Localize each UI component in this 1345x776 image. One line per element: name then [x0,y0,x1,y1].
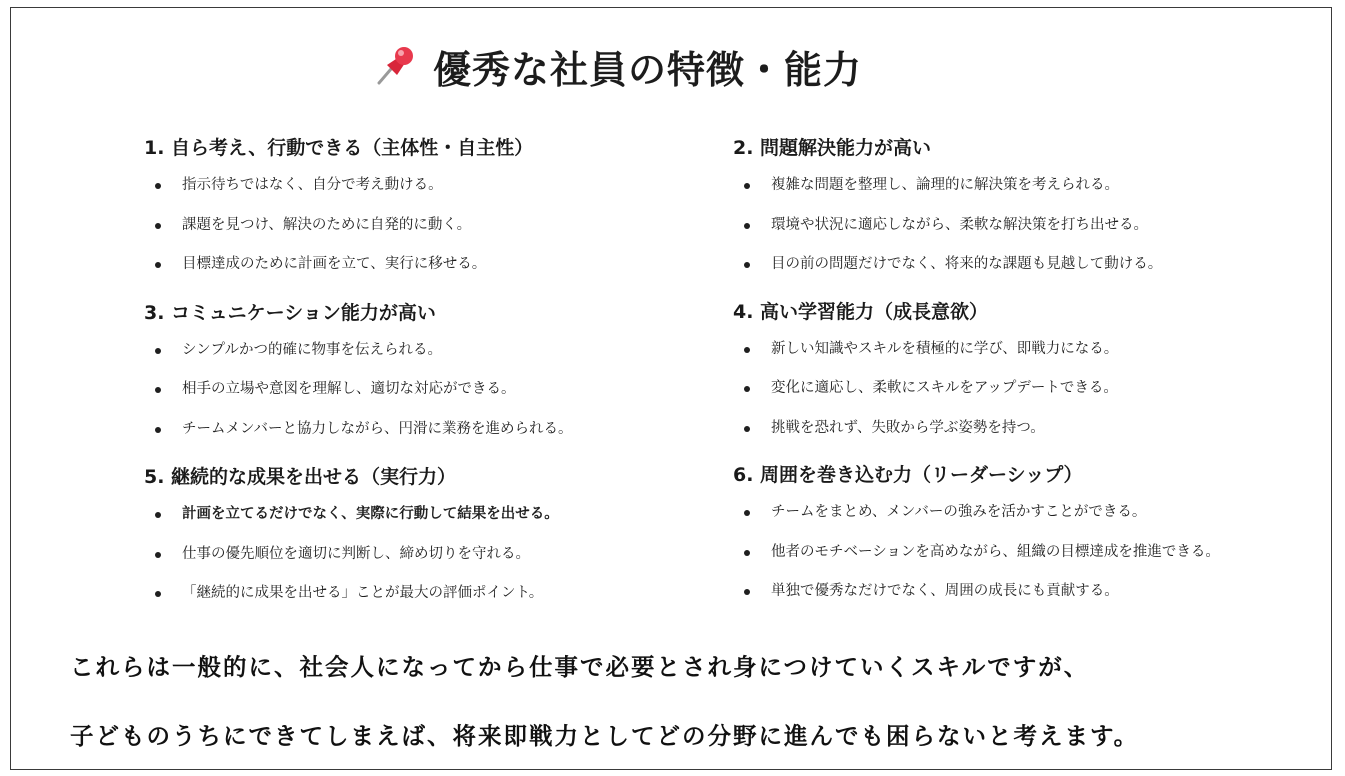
list-item: 課題を見つけ、解決のために自発的に動く。 [144,206,704,246]
list-item: シンプルかつ的確に物事を伝えられる。 [144,331,704,371]
footer-line-2: 子どものうちにできてしまえば、将来即戦力としてどの分野に進んでも困らないと考えます。 [70,722,1140,750]
section-heading: 3. コミュニケーション能力が高い [144,301,436,324]
section-2 [733,130,1293,285]
list-item: 計画を立てるだけでなく、実際に行動して結果を出せる。 [144,495,704,535]
list-item: 目の前の問題だけでなく、将来的な課題も見越して動ける。 [733,245,1293,285]
right-column [733,130,1293,612]
list-item: 挑戦を恐れず、失敗から学ぶ姿勢を持つ。 [733,409,1293,449]
list-item: 複雑な問題を整理し、論理的に解決策を考えられる。 [733,166,1293,206]
section-heading: 6. 周囲を巻き込む力（リーダーシップ） [733,464,1083,486]
section-heading: 2. 問題解決能力が高い [733,137,932,159]
list-item: 環境や状況に適応しながら、柔軟な解決策を打ち出せる。 [733,206,1293,246]
section-5 [144,459,704,614]
section-1 [144,130,704,285]
list-item: 新しい知識やスキルを積極的に学び、即戦力になる。 [733,330,1293,370]
list-item: 「継続的に成果を出せる」ことが最大の評価ポイント。 [144,574,704,614]
section-3 [144,295,704,450]
pushpin-icon [371,43,417,89]
list-item: 変化に適応し、柔軟にスキルをアップデートできる。 [733,369,1293,409]
list-item: チームメンバーと協力しながら、円滑に業務を進められる。 [144,410,704,450]
section-4 [733,294,1293,449]
list-item: 相手の立場や意図を理解し、適切な対応ができる。 [144,370,704,410]
page-title: 優秀な社員の特徴・能力 [433,47,863,92]
list-item: 指示待ちではなく、自分で考え動ける。 [144,166,704,206]
section-heading: 4. 高い学習能力（成長意欲） [733,300,989,323]
section-6 [733,457,1293,612]
list-item: 単独で優秀なだけでなく、周囲の成長にも貢献する。 [733,572,1293,612]
section-heading: 1. 自ら考え、行動できる（主体性・自主性） [144,137,534,159]
list-item: 目標達成のために計画を立て、実行に移せる。 [144,245,704,285]
footer-line-1: これらは一般的に、社会人になってから仕事で必要とされ身につけていくスキルですが、 [70,653,1090,681]
left-column [144,130,704,614]
list-item: 仕事の優先順位を適切に判断し、締め切りを守れる。 [144,535,704,575]
section-heading: 5. 継続的な成果を出せる（実行力） [144,466,457,488]
list-item: 他者のモチベーションを高めながら、組織の目標達成を推進できる。 [733,533,1293,573]
title-row [371,38,862,94]
list-item: チームをまとめ、メンバーの強みを活かすことができる。 [733,493,1293,533]
